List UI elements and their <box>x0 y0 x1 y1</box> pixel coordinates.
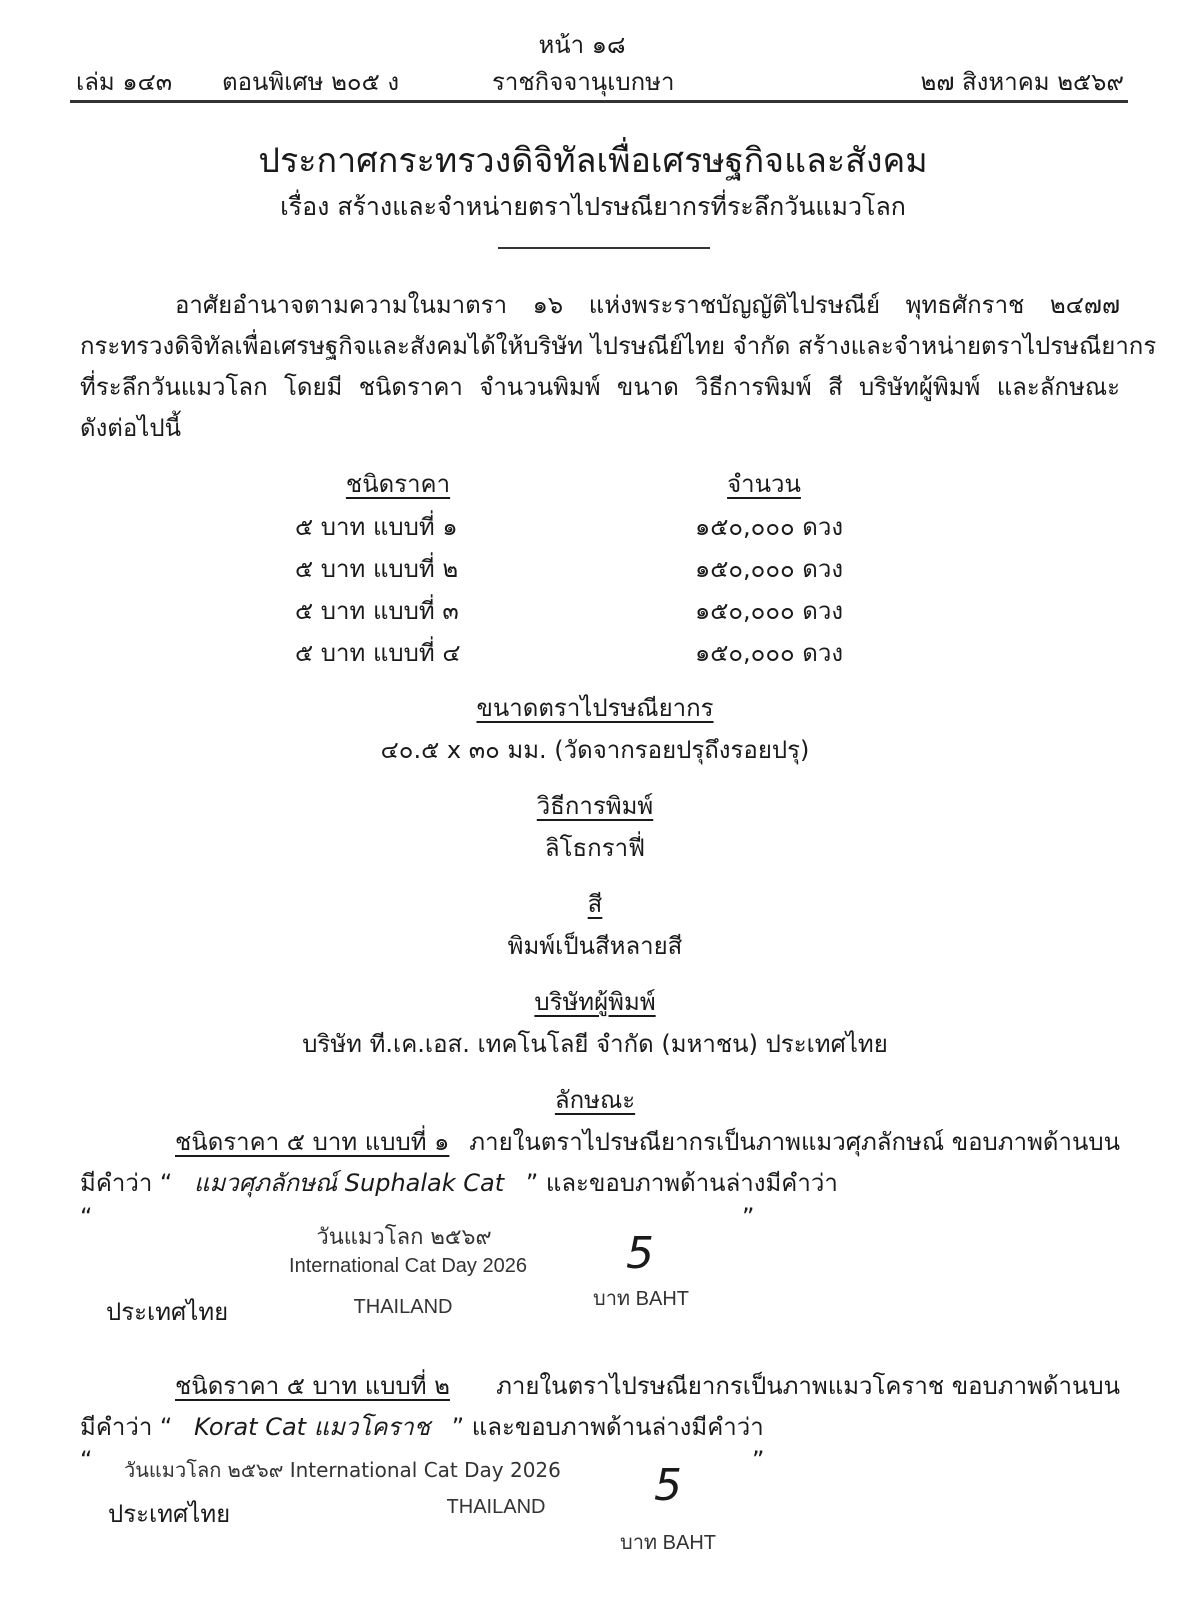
characteristics-heading: ลักษณะ <box>554 1086 636 1114</box>
publication-date: ๒๗ สิงหาคม ๒๕๖๙ <box>920 68 1124 96</box>
design-2-prefix: มีคำว่า “ <box>80 1413 173 1441</box>
printing-value: ลิโธกราฟี่ <box>544 834 646 862</box>
design-1-description: ภายในตราไปรษณียากรเป็นภาพแมวศุภลักษณ์ ขอบภาพด้านบน <box>469 1128 1120 1156</box>
design-1-open-quote: “ <box>80 1203 93 1231</box>
publication-name: ราชกิจจานุเบกษา <box>492 68 675 96</box>
intro-line-4: ดังต่อไปนี้ <box>80 414 182 442</box>
design-2-stamp-value: 5 <box>654 1460 682 1511</box>
size-heading: ขนาดตราไปรษณียากร <box>476 694 714 722</box>
intro-line-3: ที่ระลึกวันแมวโลก โดยมี ชนิดราคา จำนวนพิมพ์ ขนาด วิธีการพิมพ์ สี บริษัทผู้พิมพ์ และลักษณะ <box>80 373 1120 401</box>
color-heading: สี <box>587 890 603 918</box>
design-1-suffix: ” และขอบภาพด้านล่างมีคำว่า <box>525 1169 838 1197</box>
design-1-stamp-value: 5 <box>626 1228 654 1279</box>
printing-heading: วิธีการพิมพ์ <box>536 792 654 820</box>
design-2-line-2 <box>80 1407 764 1446</box>
title-divider <box>498 247 710 249</box>
design-1-top-caption: แมวศุภลักษณ์ Suphalak Cat <box>194 1169 505 1197</box>
design-2-close-quote: ” <box>752 1446 765 1474</box>
section-number: ตอนพิเศษ ๒๐๕ ง <box>222 68 400 96</box>
table-row-price: ๕ บาท แบบที่ ๓ <box>295 597 459 625</box>
table-row-price: ๕ บาท แบบที่ ๒ <box>295 555 459 583</box>
design-2-stamp-day: วันแมวโลก ๒๕๖๙ International Cat Day 2026 <box>124 1458 561 1482</box>
intro-line-1: อาศัยอำนาจตามความในมาตรา ๑๖ แห่งพระราชบัญญัติไปรษณีย์ พุทธศักราช ๒๔๗๗ <box>175 291 1120 319</box>
design-2-stamp-currency: บาท BAHT <box>619 1532 717 1554</box>
design-2-stamp-country-th: ประเทศไทย <box>108 1500 231 1528</box>
table-row-quantity: ๑๕๐,๐๐๐ ดวง <box>695 513 844 541</box>
design-1-stamp-currency: บาท BAHT <box>592 1288 690 1310</box>
design-1-close-quote: ” <box>742 1203 755 1231</box>
design-1-prefix: มีคำว่า “ <box>80 1169 173 1197</box>
table-row-quantity: ๑๕๐,๐๐๐ ดวง <box>695 639 844 667</box>
design-2-suffix: ” และขอบภาพด้านล่างมีคำว่า <box>451 1413 764 1441</box>
printer-heading: บริษัทผู้พิมพ์ <box>534 988 656 1016</box>
size-value: ๔๐.๕ x ๓๐ มม. (วัดจากรอยปรุถึงรอยปรุ) <box>380 736 810 764</box>
quantity-column-header: จำนวน <box>727 470 801 498</box>
table-row-price: ๕ บาท แบบที่ ๑ <box>295 513 458 541</box>
design-1-stamp-country-th: ประเทศไทย <box>106 1298 229 1326</box>
design-1-line-2 <box>80 1163 838 1202</box>
table-row-quantity: ๑๕๐,๐๐๐ ดวง <box>695 555 844 583</box>
design-2-description: ภายในตราไปรษณียากรเป็นภาพแมวโคราช ขอบภาพด้านบน <box>496 1372 1120 1400</box>
printer-value: บริษัท ที.เค.เอส. เทคโนโลยี จำกัด (มหาชน) ประเทศไทย <box>302 1030 888 1058</box>
design-2-top-caption: Korat Cat แมวโคราช <box>194 1413 431 1441</box>
intro-line-2: กระทรวงดิจิทัลเพื่อเศรษฐกิจและสังคมได้ให้บริษัท ไปรษณีย์ไทย จำกัด สร้างและจำหน่ายตราไปรษณียากร <box>80 332 1157 360</box>
volume-number: เล่ม ๑๔๓ <box>76 68 173 96</box>
price-column-header: ชนิดราคา <box>345 470 451 498</box>
announcement-subject: เรื่อง สร้างและจำหน่ายตราไปรษณียากรที่ระลึกวันแมวโลก <box>280 192 906 221</box>
announcement-title: ประกาศกระทรวงดิจิทัลเพื่อเศรษฐกิจและสังคม <box>258 141 928 181</box>
design-1-stamp-day-en: International Cat Day 2026 <box>289 1255 527 1277</box>
table-row-price: ๕ บาท แบบที่ ๔ <box>295 639 461 667</box>
design-2-label: ชนิดราคา ๕ บาท แบบที่ ๒ <box>175 1372 450 1400</box>
design-1-stamp-day-th: วันแมวโลก ๒๕๖๙ <box>316 1225 492 1250</box>
design-1-stamp-country-en: THAILAND <box>353 1296 453 1318</box>
design-2-open-quote: “ <box>80 1446 93 1474</box>
color-value: พิมพ์เป็นสีหลายสี <box>507 932 683 960</box>
page-number: หน้า ๑๘ <box>538 31 626 59</box>
design-1-label: ชนิดราคา ๕ บาท แบบที่ ๑ <box>175 1128 450 1156</box>
design-2-stamp-country-en: THAILAND <box>446 1496 546 1518</box>
header-divider <box>70 100 1128 103</box>
table-row-quantity: ๑๕๐,๐๐๐ ดวง <box>695 597 844 625</box>
